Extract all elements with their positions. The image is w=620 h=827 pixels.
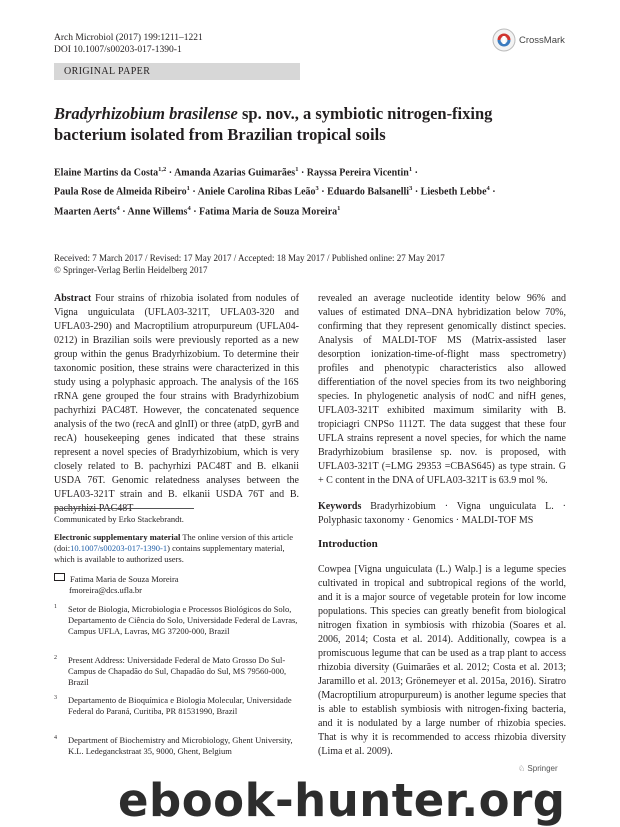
author-name: · Fatima Maria de Souza Moreira xyxy=(190,205,338,217)
copyright: © Springer-Verlag Berlin Heidelberg 2017 xyxy=(54,265,208,275)
author-name: · Rayssa Pereira Vicentin xyxy=(298,167,409,179)
author-name: · Aniele Carolina Ribas Leão xyxy=(189,186,316,198)
crossmark-label: CrossMark xyxy=(519,35,565,46)
title-rest: sp. nov., a symbiotic nitrogen-fixing bacterium isolated from Brazilian tropical soils xyxy=(54,104,493,144)
doi-line: DOI 10.1007/s00203-017-1390-1 xyxy=(54,45,182,55)
abstract-column-2 xyxy=(318,292,566,528)
author-affiliation-sup: 3 xyxy=(315,185,319,193)
crossmark-icon xyxy=(492,28,516,52)
journal-line-1: Arch Microbiol (2017) 199:1211–1221 xyxy=(54,33,203,43)
author-affiliation-sup: 4 xyxy=(486,185,490,193)
affiliation-text: Departamento de Bioquímica e Biologia Molecular, Universidade Federal do Paraná, Curitiba, PR 81531990, Brazil xyxy=(68,695,292,716)
abstract-heading: Abstract xyxy=(54,293,92,304)
author-list xyxy=(54,162,564,220)
author-name: Elaine Martins da Costa xyxy=(54,167,159,179)
communicated-by: Communicated by Erko Stackebrandt. xyxy=(54,514,184,524)
esm-text-1: The online version of this article (doi: xyxy=(54,532,294,553)
abstract-text-1: Four strains of rhizobia isolated from nodules of Vigna unguiculata (UFLA03-321T, UFLA03-320 and UFLA03-290) and Macroptilium atropurpureum (UFLA04-0212) in Brazilian soils were previously reported as a new group within the genus Bradyrhizobium. To determine their taxonomic position, these strains were characterized in this study using a polyphasic approach. The analysis of the 16S rRNA gene grouped the four strains with Bradyrhizobium pachyrhizi PAC48T. However, the concatenated sequence analysis of the two (recA and glnII) or three (atpD, gyrB and recA) housekeeping genes indicated that these strains represent a novel species of Bradyrhizobium, which is very closely related to B. pachyrhizi PAC48T and B. elkanii USDA 76T. Genomic relatedness analyses between the UFLA03-321T strain and B. elkanii USDA 76T and B. pachyrhizi PAC48T xyxy=(54,293,299,514)
affiliation-text: Setor de Biologia, Microbiologia e Processos Biológicos do Solo, Departamento de Ciência do Solo, Universidade Federal de Lavras, Campus UFLA, Lavras, MG 37200-000, Brazil xyxy=(68,604,298,636)
author-affiliation-sup: 1 xyxy=(186,185,190,193)
title-species: Bradyrhizobium brasilense xyxy=(54,104,238,123)
journal-citation xyxy=(54,32,203,56)
author-affiliation-sup: 4 xyxy=(116,204,120,212)
author-affiliation-sup: 4 xyxy=(187,204,191,212)
author-affiliation-sup: 1 xyxy=(337,204,341,212)
abstract-text-2: revealed an average nucleotide identity below 96% and values of estimated DNA–DNA hybridization below 70%, confirming that they represent genomically distinct species. Analysis of MALDI-TOF MS (Matrix-assisted laser desorption ionization-time-of-flight mass spectrometry) profiles and phenotypic characteristics also allowed differentiation of the novel species from its two neighboring species. In phylogenetic analysis of nodC and nifH genes, UFLA03-321T exhibited maximum similarity with B. tropiciagri CNPSo 1112T. The data suggest that these four UFLA strains represent a novel species, for which the name Bradyrhizobium brasilense sp. nov. is proposed, with UFLA03-321T (=LMG 29353 =CBAS645) as type strain. G + C content in the DNA of UFLA03-321T is 63.9 mol %. xyxy=(318,293,566,486)
supplementary-material-note xyxy=(54,532,299,565)
corresponding-author xyxy=(54,574,299,596)
keywords-text: Bradyrhizobium · Vigna unguiculata L. · Polyphasic taxonomy · Genomics · MALDI-TOF MS xyxy=(318,501,566,526)
author-affiliation-sup: 1 xyxy=(295,166,299,173)
author-separator: · xyxy=(489,186,496,198)
paper-title xyxy=(54,103,554,145)
author-name: · Eduardo Balsanelli xyxy=(318,186,410,198)
author-name: Maarten Aerts xyxy=(54,205,117,217)
footnote-divider xyxy=(54,508,194,509)
esm-doi-link[interactable]: 10.1007/s00203-017-1390-1 xyxy=(70,543,168,553)
history-dates: Received: 7 March 2017 / Revised: 17 May 2017 / Accepted: 18 May 2017 / Published online: 27 May 2017 xyxy=(54,253,445,263)
author-affiliation-sup: 1 xyxy=(408,166,413,173)
springer-logo xyxy=(518,764,558,773)
affiliation-number: 2 xyxy=(54,655,57,661)
abstract-column-1 xyxy=(54,292,299,516)
author-name: · Liesbeth Lebbe xyxy=(412,186,487,198)
keywords-heading: Keywords xyxy=(318,501,362,512)
publisher-name: Springer xyxy=(527,764,558,773)
envelope-icon xyxy=(54,573,65,581)
affiliation-number: 4 xyxy=(54,735,57,741)
contact-name: Fatima Maria de Souza Moreira xyxy=(70,574,179,584)
affiliation-text: Department of Biochemistry and Microbiology, Ghent University, K.L. Ledeganckstraat 35, 9000, Ghent, Belgium xyxy=(68,735,293,756)
author-affiliation-sup: 3 xyxy=(409,185,413,193)
esm-text-2: ) contains supplementary material, which is available to authorized users. xyxy=(54,543,285,564)
article-type: ORIGINAL PAPER xyxy=(64,66,151,77)
affiliation-number: 3 xyxy=(54,695,57,701)
author-affiliation-sup: 1,2 xyxy=(158,166,167,173)
author-name: · Amanda Azarias Guimarães xyxy=(166,167,296,179)
author-name: · Anne Willems xyxy=(119,205,188,217)
author-name: Paula Rose de Almeida Ribeiro xyxy=(54,186,187,198)
introduction-text: Cowpea [Vigna unguiculata (L.) Walp.] is a legume species cultivated in tropical and subtropical regions of the world, and it is a major source of vegetable protein for low income populations. This species can greatly benefit from biological nitrogen fixation in symbiosis with rhizobia (Soares et al. 2006, 2014; Costa et al. 2014). Additionally, cowpea is a promiscuous legume that can be used as a trap plant to access rhizobia diversity (Guimarães et al. 2012; Costa et al. 2013; Jaramillo et al. 2013; Grönemeyer et al. 2015a, 2016). Siratro (Macroptilium atropurpureum) is another legume species that is able to establish symbiosis with nitrogen-fixing bacteria, and it is nodulated by a large number of rhizobia species. That is why it is recommended to access rhizobia diversity (Lima et al. 2009). xyxy=(318,564,566,757)
introduction-heading: Introduction xyxy=(318,538,378,550)
crossmark-badge[interactable] xyxy=(492,28,582,54)
affiliation-text: Present Address: Universidade Federal de Mato Grosso Do Sul-Campus de Chapadão do Sul, Chapadão do Sul, MS 79560-000, Brazil xyxy=(68,655,287,687)
affiliation-number: 1 xyxy=(54,604,57,610)
publication-dates xyxy=(54,252,564,276)
watermark: ebook-hunter.org xyxy=(118,774,566,827)
springer-horse-icon: ♘ xyxy=(518,764,526,773)
author-separator: · xyxy=(412,167,418,179)
author-line-1 xyxy=(54,162,564,181)
contact-email[interactable]: fmoreira@dcs.ufla.br xyxy=(69,585,142,595)
keywords xyxy=(318,500,566,528)
author-line-3 xyxy=(54,201,564,220)
esm-heading: Electronic supplementary material xyxy=(54,532,181,542)
author-line-2 xyxy=(54,181,564,200)
